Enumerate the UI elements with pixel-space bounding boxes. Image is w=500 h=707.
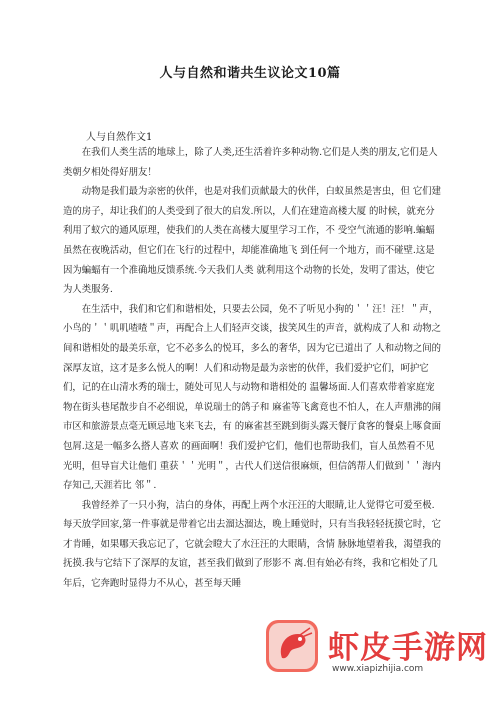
watermark-site-name: 虾皮手游网 bbox=[328, 630, 488, 666]
document-title: 人与自然和谐共生议论文10篇 bbox=[159, 66, 341, 81]
shrimp-logo-icon bbox=[264, 618, 320, 674]
paragraph: 在生活中，我们和它们和谐相处，只要去公园，免不了听见小狗的＇＇汪！汪！＂声，小鸟的＇＇叽叽喳喳＂声，再配合上人们轻声交谈，拔笑风生的声音，就构成了人和 动物之间和谐相处的最美乐章，它不必多么的悦耳，多么的奢华，因为它已道出了 人和动物之间的深厚友谊，这才是多么悦人的啊！人们和动物是最为亲密的伙伴，我们爱护它们，呵护它们，记的在山清水秀的瑞士，随处可见人与动物和谐相处的 温馨场面.人们喜欢带着家庭宠物在街头巷尾散步自不必细说，单说瑞士的鸽子和 麻雀等飞禽竟也不怕人，在人声鼎沸的闹市区和旅游景点毫无顾忌地飞来飞去，有 的麻雀甚至跳到街头露天餐厅食客的餐桌上啄食面包屑.这是一幅多么搭人喜欢 的画面啊！我们爱护它们，他们也帮助我们，盲人虽然看不见光明，但导盲犬让他们 重获＇＇光明＂，古代人们送信很麻烦，但信鸽帮人们做到＇＇海内存知己,天涯若比 邻＂. bbox=[63, 303, 441, 492]
watermark-url: www.xiapizhijia.com bbox=[332, 664, 424, 674]
paragraph: 我曾经养了一只小狗，洁白的身体，再配上两个水汪汪的大眼睛,让人觉得它可爱至极.每天放学回家,第一件事就是带着它出去溜达溜达，晚上睡觉时，只有当我轻轻抚摸它时，它才肯睡，如果哪天我忘记了，它就会瞪大了水汪汪的大眼睛，含情 脉脉地望着我，渴望我的抚摸.我与它结下了深厚的友谊，甚至我们做到了形影不 离.但有始必有终，我和它相处了几年后，它奔跑时显得力不从心，甚至每天睡 bbox=[63, 499, 441, 590]
paragraph: 动物是我们最为亲密的伙伴，也是对我们贡献最大的伙伴，白蚁虽然是害虫，但 它们建造的房子，却让我们的人类受到了很大的启发.所以，人们在建造高楼大厦 的时候，就充分利用了蚁穴的通风原理，使我们的人类在高楼大厦里学习工作，不 受空气流通的影响.蝙蝠虽然在夜晚活动，但它们在飞行的过程中，却能准确地飞 到任何一个地方，而不碰壁.这是因为蝙蝠有一个准确地反馈系统.今天我们人类 就利用这个动物的长处，发明了雷达，使它为人类服务. bbox=[63, 186, 442, 296]
paragraph: 在我们人类生活的地球上，除了人类,还生活着许多种动物.它们是人类的朋友,它们是人类朝夕相处得好朋友！ bbox=[63, 147, 438, 178]
document-body bbox=[63, 143, 443, 594]
section-heading: 人与自然作文1 bbox=[86, 132, 153, 143]
site-watermark bbox=[264, 614, 488, 694]
